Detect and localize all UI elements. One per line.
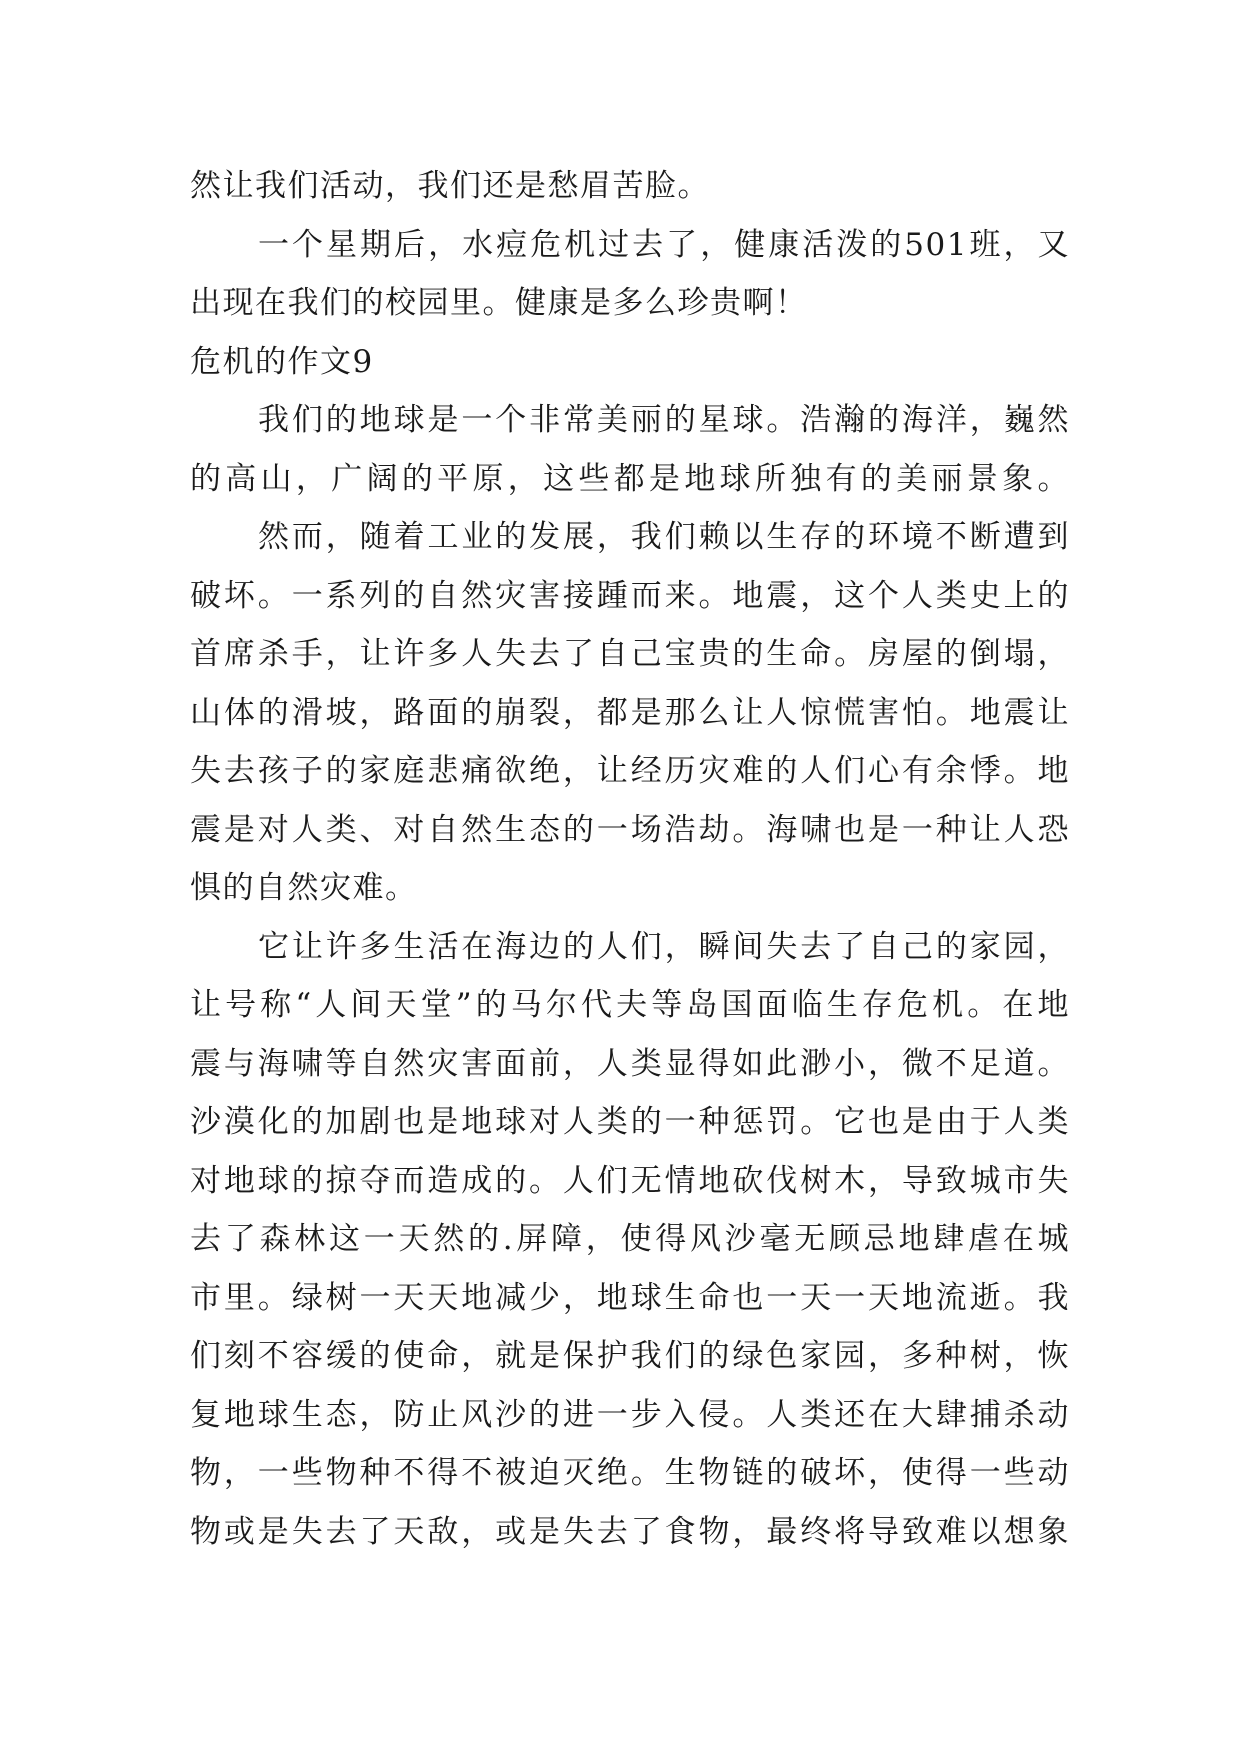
text-line: 去了森林这一天然的.屏障，使得风沙毫无顾忌地肆虐在城 — [190, 1221, 1070, 1257]
text-line: 然而，随着工业的发展，我们赖以生存的环境不断遭到 — [258, 519, 1070, 555]
text-line: 沙漠化的加剧也是地球对人类的一种惩罚。它也是由于人类 — [190, 1104, 1070, 1140]
text-line: 首席杀手，让许多人失去了自己宝贵的生命。房屋的倒塌， — [190, 636, 1070, 672]
text-line: 们刻不容缓的使命，就是保护我们的绿色家园，多种树，恢 — [190, 1338, 1070, 1374]
text-line: 的高山，广阔的平原，这些都是地球所独有的美丽景象。 — [190, 460, 1070, 497]
text-line: 山体的滑坡，路面的崩裂，都是那么让人惊慌害怕。地震让 — [190, 694, 1070, 731]
text-line: 然让我们活动，我们还是愁眉苦脸。 — [190, 168, 710, 204]
text-line: 我们的地球是一个非常美丽的星球。浩瀚的海洋，巍然 — [258, 402, 1070, 438]
text-line: 物或是失去了天敌，或是失去了食物，最终将导致难以想象 — [190, 1513, 1070, 1550]
text-line: 失去孩子的家庭悲痛欲绝，让经历灾难的人们心有余悸。地 — [190, 753, 1070, 789]
text-line: 震与海啸等自然灾害面前，人类显得如此渺小，微不足道。 — [190, 1045, 1070, 1082]
document-body — [190, 157, 1070, 1561]
text-line: 它让许多生活在海边的人们，瞬间失去了自己的家园， — [258, 928, 1070, 965]
text-line: 出现在我们的校园里。健康是多么珍贵啊！ — [190, 285, 808, 321]
text-line: 市里。绿树一天天地减少，地球生命也一天一天地流逝。我 — [190, 1279, 1070, 1316]
section-heading: 危机的作文9 — [190, 343, 374, 380]
text-line: 一个星期后，水痘危机过去了，健康活泼的501班，又 — [258, 226, 1070, 263]
text-line: 物，一些物种不得不被迫灭绝。生物链的破坏，使得一些动 — [190, 1455, 1070, 1491]
text-line: 对地球的掠夺而造成的。人们无情地砍伐树木，导致城市失 — [190, 1162, 1070, 1199]
text-line: 惧的自然灾难。 — [190, 870, 418, 906]
text-line: 让号称“人间天堂”的马尔代夫等岛国面临生存危机。在地 — [190, 987, 1070, 1023]
text-line: 破坏。一系列的自然灾害接踵而来。地震，这个人类史上的 — [190, 577, 1070, 614]
text-line: 震是对人类、对自然生态的一场浩劫。海啸也是一种让人恐 — [190, 811, 1070, 848]
text-line: 复地球生态，防止风沙的进一步入侵。人类还在大肆捕杀动 — [190, 1396, 1070, 1433]
